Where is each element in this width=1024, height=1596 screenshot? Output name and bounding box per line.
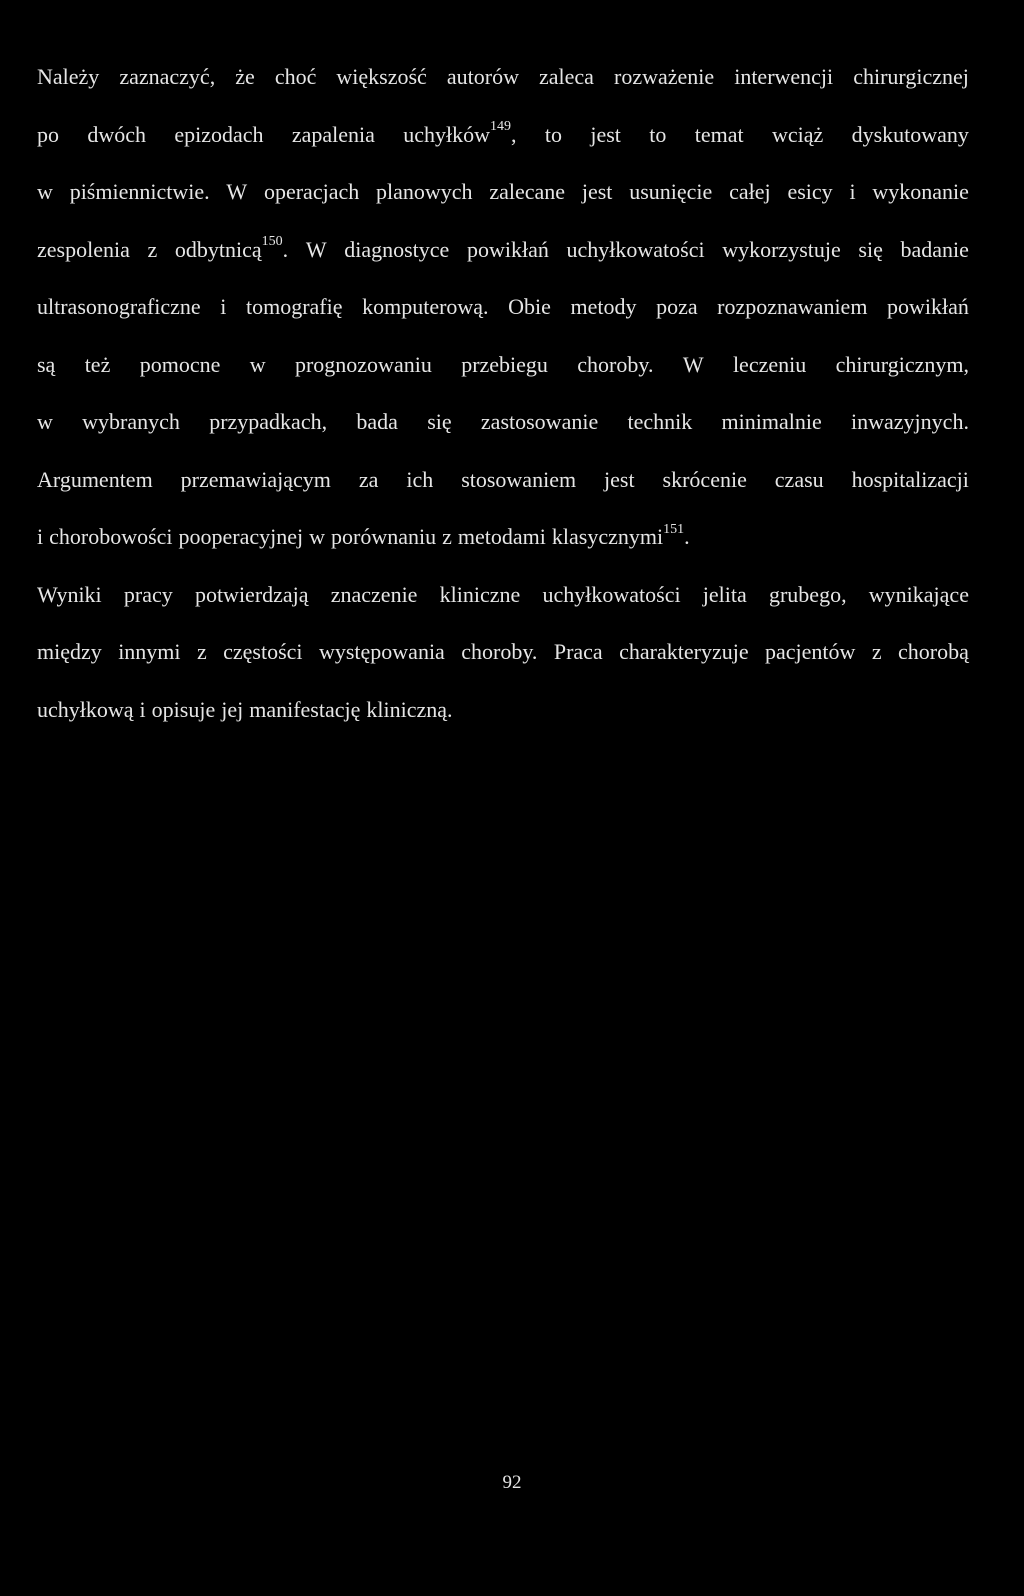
word: grubego, xyxy=(768,581,847,607)
word: Należy xyxy=(37,64,100,89)
word: kliniczną. xyxy=(366,696,453,722)
word: interwencji xyxy=(734,64,834,89)
word: między xyxy=(37,639,102,664)
word: Praca xyxy=(553,639,603,664)
text-line xyxy=(37,48,969,106)
word: dyskutowany xyxy=(851,121,969,147)
word: dwóch xyxy=(87,121,146,147)
word: z xyxy=(871,639,882,664)
word: zapalenia xyxy=(291,121,375,147)
word: pomocne xyxy=(139,351,221,377)
word: opisuje xyxy=(151,696,216,722)
word: chirurgicznym, xyxy=(835,351,969,377)
word: piśmiennictwie. xyxy=(69,179,210,204)
word: innymi xyxy=(118,639,181,664)
word: chorobą xyxy=(898,639,969,664)
word: esicy xyxy=(787,179,833,204)
word: przypadkach, xyxy=(209,409,328,434)
word: przebiegu xyxy=(461,351,548,377)
word: pacjentów xyxy=(765,639,856,664)
word: Argumentem xyxy=(37,466,153,492)
word: prognozowaniu xyxy=(294,351,432,377)
footnote-reference: 150 xyxy=(261,234,283,250)
body-text xyxy=(37,48,969,738)
word: Obie xyxy=(508,294,551,319)
word: inwazyjnych. xyxy=(851,409,969,434)
word: kliniczne xyxy=(439,581,521,607)
word: porównaniu xyxy=(331,524,437,549)
word: temat xyxy=(694,121,744,147)
text-line xyxy=(37,221,969,279)
word: W xyxy=(305,236,327,262)
word: pracy xyxy=(123,581,173,607)
word: metody xyxy=(570,294,637,319)
word: rozważenie xyxy=(614,64,715,89)
word: bada xyxy=(356,409,398,434)
word: znaczenie xyxy=(330,581,418,607)
word: w xyxy=(37,179,53,204)
word: w xyxy=(37,409,53,434)
word: to xyxy=(649,121,667,147)
word: W xyxy=(226,179,248,204)
word: epizodach xyxy=(174,121,264,147)
word: potwierdzają xyxy=(194,581,309,607)
word: zaleca xyxy=(539,64,594,89)
word: występowania xyxy=(318,639,445,664)
word: badanie xyxy=(900,236,969,262)
word: ultrasonograficzne xyxy=(37,294,201,319)
word: z xyxy=(196,639,207,664)
word: się xyxy=(858,236,883,262)
word: są xyxy=(37,351,56,377)
word: to xyxy=(544,121,562,147)
word: jest xyxy=(604,466,635,492)
word: choć xyxy=(274,64,317,89)
word: czasu xyxy=(774,466,824,492)
footnote-reference: 149 xyxy=(490,119,512,135)
word: autorów xyxy=(446,64,519,89)
text-line xyxy=(37,278,969,336)
word: technik xyxy=(627,409,693,434)
word: choroby. xyxy=(577,351,654,377)
word: i xyxy=(139,696,146,722)
text-line xyxy=(37,393,969,451)
word: komputerową. xyxy=(362,294,489,319)
word: jelita xyxy=(702,581,747,607)
word: jest xyxy=(581,179,613,204)
text-line xyxy=(37,566,969,624)
text-line xyxy=(37,336,969,394)
word: zastosowanie xyxy=(480,409,599,434)
word: jest xyxy=(590,121,621,147)
word: wykonanie xyxy=(872,179,969,204)
word: poza xyxy=(656,294,698,319)
page-number: 92 xyxy=(502,1472,522,1493)
word: choroby. xyxy=(461,639,538,664)
word: tomografię xyxy=(245,294,343,319)
text-line xyxy=(37,681,969,739)
word: skrócenie xyxy=(662,466,747,492)
word: wykorzystuje xyxy=(722,236,841,262)
word: z xyxy=(147,236,158,262)
word: W xyxy=(682,351,704,377)
word: z xyxy=(442,524,452,549)
word: leczeniu xyxy=(732,351,807,377)
word: wciąż xyxy=(771,121,824,147)
word: rozpoznawaniem xyxy=(717,294,868,319)
word: w xyxy=(249,351,266,377)
word: i xyxy=(849,179,856,204)
word: i xyxy=(220,294,227,319)
word: klasycznymi$^{151}$. xyxy=(551,521,690,549)
word: odbytnicą$^{150}$. xyxy=(174,234,289,262)
word: częstości xyxy=(223,639,303,664)
word: operacjach xyxy=(263,179,360,204)
word: zalecane xyxy=(489,179,566,204)
text-line xyxy=(37,451,969,509)
word: się xyxy=(427,409,452,434)
word: minimalnie xyxy=(721,409,822,434)
text-line xyxy=(37,106,969,164)
word: całej xyxy=(729,179,771,204)
word: metodami xyxy=(457,524,546,549)
word: chorobowości xyxy=(49,524,173,549)
word: uchyłków$^{149}$, xyxy=(403,119,517,147)
word: planowych xyxy=(376,179,473,204)
word: charakteryzuje xyxy=(619,639,749,664)
word: jej xyxy=(221,696,244,722)
text-line xyxy=(37,623,969,681)
word: zaznaczyć, xyxy=(119,64,216,89)
word: większość xyxy=(336,64,427,89)
word: powikłań xyxy=(466,236,549,262)
word: też xyxy=(84,351,111,377)
word: powikłań xyxy=(887,294,969,319)
word: wynikające xyxy=(868,581,969,607)
text-line xyxy=(37,163,969,221)
word: w xyxy=(309,524,326,549)
word: uchyłkowatości xyxy=(542,581,681,607)
word: przemawiającym xyxy=(180,466,331,492)
word: chirurgicznej xyxy=(853,64,969,89)
word: że xyxy=(235,64,255,89)
word: usunięcie xyxy=(629,179,713,204)
word: manifestację xyxy=(249,696,361,722)
word: uchyłkową xyxy=(37,696,134,722)
word: ich xyxy=(406,466,434,492)
word: hospitalizacji xyxy=(851,466,969,492)
word: wybranych xyxy=(82,409,180,434)
word: za xyxy=(358,466,379,492)
word: Wyniki xyxy=(37,581,102,607)
word: pooperacyjnej xyxy=(178,524,304,549)
word: po xyxy=(37,121,59,147)
word: i xyxy=(37,524,44,549)
word: zespolenia xyxy=(37,236,130,262)
word: stosowaniem xyxy=(461,466,577,492)
footnote-reference: 151 xyxy=(663,521,685,537)
word: diagnostyce xyxy=(344,236,450,262)
text-line xyxy=(37,508,969,566)
word: uchyłkowatości xyxy=(566,236,705,262)
